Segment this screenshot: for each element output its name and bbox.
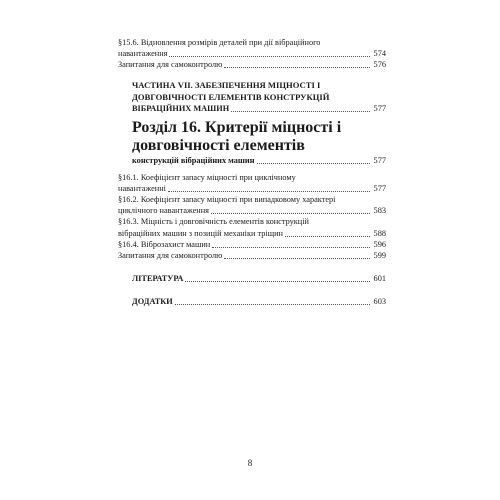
page-number: 576 bbox=[373, 60, 386, 70]
dot-leader bbox=[257, 163, 371, 164]
dot-leader bbox=[224, 258, 370, 259]
page-number: 601 bbox=[373, 273, 386, 283]
page-number: 577 bbox=[373, 103, 386, 113]
page-number: 577 bbox=[373, 184, 386, 194]
toc-entry-16-2[interactable]: §16.2. Коефіцієнт запасу міцності при випадковому характері циклічного навантаження 583 bbox=[118, 195, 386, 216]
page-folio: 8 bbox=[247, 458, 253, 468]
page-number: 599 bbox=[373, 250, 386, 260]
toc-entry-16-4[interactable] bbox=[118, 239, 386, 250]
page-number: 583 bbox=[373, 206, 386, 216]
dot-leader bbox=[211, 213, 370, 214]
toc-entry-appendices[interactable] bbox=[118, 296, 386, 307]
page-number: 574 bbox=[373, 49, 386, 59]
toc-entry-section-16[interactable]: Розділ 16. Критерії міцності і довговічності елементів конструкцій вібраційних машин 577 bbox=[132, 118, 386, 165]
dot-leader bbox=[185, 281, 370, 282]
toc-entry-label: навантаження bbox=[118, 49, 168, 59]
toc-entry-16-1[interactable]: §16.1. Коефіцієнт запасу міцності при циклічному навантаженні 577 bbox=[118, 173, 386, 194]
page-number: 577 bbox=[373, 155, 386, 165]
table-of-contents bbox=[118, 37, 386, 307]
toc-entry-label: циклічного навантаження bbox=[118, 206, 210, 216]
toc-entry-label: Запитання для самоконтролю bbox=[118, 250, 223, 260]
toc-entry-15-6[interactable]: §15.6. Відновлення розмірів деталей при дії вібраційного навантаження 574 bbox=[118, 38, 386, 59]
dot-leader bbox=[231, 111, 370, 112]
toc-entry-label: §16.4. Віброзахист машин bbox=[118, 239, 211, 249]
dot-leader bbox=[212, 247, 370, 248]
toc-entry-label: Запитання для самоконтролю bbox=[118, 60, 223, 70]
dot-leader bbox=[175, 304, 370, 305]
toc-entry-label: вібраційних машин з позицій механіки тріщин bbox=[118, 228, 283, 238]
toc-entry-16-3[interactable]: §16.3. Міцність і довговічність елементів конструкцій вібраційних машин з позицій механіки тріщин 588 bbox=[118, 217, 386, 238]
page-number: 603 bbox=[373, 296, 386, 306]
toc-entry-part-7[interactable]: ЧАСТИНА VII. ЗАБЕЗПЕЧЕННЯ МІЦНОСТІ І ДОВГОВІЧНОСТІ ЕЛЕМЕНТІВ КОНСТРУКЦІЙ ВІБРАЦІЙНИХ МАШИН 577 bbox=[132, 80, 386, 113]
toc-entry-literature[interactable] bbox=[118, 273, 386, 284]
dot-leader bbox=[168, 191, 370, 192]
dot-leader bbox=[224, 67, 370, 68]
dot-leader bbox=[169, 56, 370, 57]
toc-entry-label: ДОДАТКИ bbox=[132, 296, 173, 306]
toc-entry-questions-16[interactable] bbox=[118, 250, 386, 261]
page-number: 588 bbox=[373, 228, 386, 238]
page-number: 596 bbox=[373, 239, 386, 249]
toc-entry-questions-15[interactable] bbox=[118, 59, 386, 70]
toc-entry-label: навантаженні bbox=[118, 184, 166, 194]
toc-entry-label: ЛІТЕРАТУРА bbox=[132, 273, 184, 283]
dot-leader bbox=[285, 236, 370, 237]
